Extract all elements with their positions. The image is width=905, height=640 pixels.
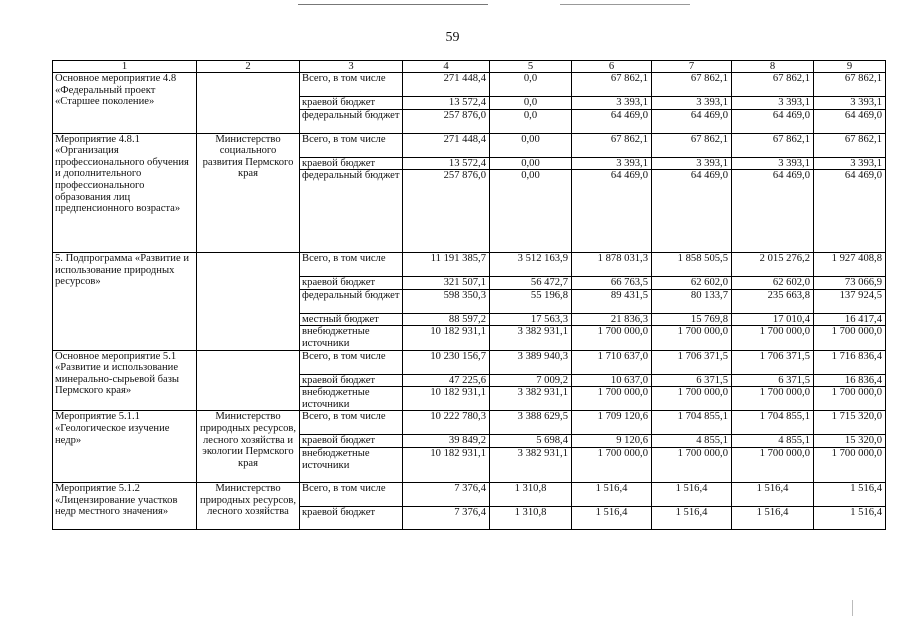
value-cell: 64 469,0 — [652, 170, 732, 253]
table-row — [53, 253, 886, 277]
value-cell: 13 572,4 — [403, 157, 490, 170]
table-row — [53, 411, 886, 435]
executor-cell: Министерство социального развития Пермского края — [197, 133, 300, 253]
value-cell: 1 709 120,6 — [572, 411, 652, 435]
value-cell: 0,0 — [490, 109, 572, 133]
value-cell: 1 700 000,0 — [652, 447, 732, 482]
source-cell: краевой бюджет — [300, 157, 403, 170]
value-cell: 21 836,3 — [572, 313, 652, 326]
top-scan-line — [298, 4, 488, 5]
value-cell: 257 876,0 — [403, 170, 490, 253]
value-cell: 10 182 931,1 — [403, 387, 490, 411]
source-cell: Всего, в том числе — [300, 73, 403, 97]
event-name-cell: Мероприятие 5.1.1 «Геологическое изучение недр» — [53, 411, 197, 483]
value-cell: 62 602,0 — [732, 277, 814, 290]
value-cell: 0,0 — [490, 97, 572, 110]
value-cell: 67 862,1 — [652, 73, 732, 97]
value-cell: 64 469,0 — [732, 170, 814, 253]
source-cell: Всего, в том числе — [300, 411, 403, 435]
value-cell: 47 225,6 — [403, 374, 490, 387]
value-cell: 3 393,1 — [572, 97, 652, 110]
value-cell: 13 572,4 — [403, 97, 490, 110]
value-cell: 3 393,1 — [814, 97, 886, 110]
value-cell: 321 507,1 — [403, 277, 490, 290]
value-cell: 0,00 — [490, 157, 572, 170]
value-cell: 3 389 940,3 — [490, 350, 572, 374]
value-cell: 0,0 — [490, 73, 572, 97]
value-cell: 1 704 855,1 — [652, 411, 732, 435]
value-cell: 10 230 156,7 — [403, 350, 490, 374]
value-cell: 67 862,1 — [732, 133, 814, 157]
table-row — [53, 133, 886, 157]
value-cell: 1 700 000,0 — [732, 326, 814, 350]
value-cell: 67 862,1 — [814, 73, 886, 97]
source-cell: федеральный бюджет — [300, 289, 403, 313]
value-cell: 39 849,2 — [403, 435, 490, 448]
executor-cell — [197, 350, 300, 411]
value-cell: 17 563,3 — [490, 313, 572, 326]
value-cell: 10 222 780,3 — [403, 411, 490, 435]
value-cell: 67 862,1 — [652, 133, 732, 157]
header-cell: 2 — [197, 61, 300, 73]
value-cell: 17 010,4 — [732, 313, 814, 326]
value-cell: 7 376,4 — [403, 482, 490, 506]
scan-mark — [852, 600, 855, 616]
value-cell: 5 698,4 — [490, 435, 572, 448]
value-cell: 67 862,1 — [572, 133, 652, 157]
value-cell: 1 700 000,0 — [732, 387, 814, 411]
value-cell: 235 663,8 — [732, 289, 814, 313]
header-cell: 4 — [403, 61, 490, 73]
value-cell: 0,00 — [490, 170, 572, 253]
value-cell: 3 393,1 — [732, 97, 814, 110]
value-cell: 64 469,0 — [572, 170, 652, 253]
value-cell: 598 350,3 — [403, 289, 490, 313]
table-row — [53, 73, 886, 97]
value-cell: 1 716 836,4 — [814, 350, 886, 374]
value-cell: 4 855,1 — [732, 435, 814, 448]
executor-cell: Министерство природных ресурсов, лесного хозяйства — [197, 482, 300, 529]
executor-cell: Министерство природных ресурсов, лесного хозяйства и экологии Пермского края — [197, 411, 300, 483]
value-cell: 64 469,0 — [652, 109, 732, 133]
source-cell: Всего, в том числе — [300, 482, 403, 506]
value-cell: 64 469,0 — [814, 170, 886, 253]
value-cell: 271 448,4 — [403, 73, 490, 97]
value-cell: 67 862,1 — [814, 133, 886, 157]
value-cell: 4 855,1 — [652, 435, 732, 448]
source-cell: краевой бюджет — [300, 374, 403, 387]
executor-cell — [197, 253, 300, 350]
source-cell: краевой бюджет — [300, 506, 403, 529]
value-cell: 3 393,1 — [732, 157, 814, 170]
source-cell: Всего, в том числе — [300, 133, 403, 157]
source-cell: краевой бюджет — [300, 435, 403, 448]
header-cell: 5 — [490, 61, 572, 73]
value-cell: 10 637,0 — [572, 374, 652, 387]
value-cell: 64 469,0 — [814, 109, 886, 133]
source-cell: внебюджетные источники — [300, 447, 403, 482]
value-cell: 67 862,1 — [572, 73, 652, 97]
top-scan-line — [560, 4, 690, 5]
value-cell: 1 700 000,0 — [732, 447, 814, 482]
event-name-cell: Основное мероприятие 4.8 «Федеральный проект «Старшее поколение» — [53, 73, 197, 134]
value-cell: 9 120,6 — [572, 435, 652, 448]
value-cell: 1 710 637,0 — [572, 350, 652, 374]
value-cell: 1 704 855,1 — [732, 411, 814, 435]
value-cell: 1 706 371,5 — [652, 350, 732, 374]
value-cell: 0,00 — [490, 133, 572, 157]
value-cell: 88 597,2 — [403, 313, 490, 326]
header-cell: 6 — [572, 61, 652, 73]
value-cell: 3 382 931,1 — [490, 387, 572, 411]
value-cell: 1 700 000,0 — [814, 387, 886, 411]
value-cell: 15 769,8 — [652, 313, 732, 326]
value-cell: 1 878 031,3 — [572, 253, 652, 277]
value-cell: 7 009,2 — [490, 374, 572, 387]
value-cell: 3 382 931,1 — [490, 326, 572, 350]
value-cell: 3 393,1 — [652, 97, 732, 110]
value-cell: 3 393,1 — [572, 157, 652, 170]
source-cell: Всего, в том числе — [300, 350, 403, 374]
value-cell: 1 516,4 — [732, 506, 814, 529]
source-cell: федеральный бюджет — [300, 170, 403, 253]
header-cell: 7 — [652, 61, 732, 73]
value-cell: 7 376,4 — [403, 506, 490, 529]
value-cell: 56 472,7 — [490, 277, 572, 290]
value-cell: 16 417,4 — [814, 313, 886, 326]
header-cell: 8 — [732, 61, 814, 73]
value-cell: 3 512 163,9 — [490, 253, 572, 277]
value-cell: 11 191 385,7 — [403, 253, 490, 277]
financing-table — [52, 60, 886, 530]
value-cell: 1 516,4 — [652, 482, 732, 506]
value-cell: 89 431,5 — [572, 289, 652, 313]
value-cell: 10 182 931,1 — [403, 326, 490, 350]
value-cell: 1 700 000,0 — [814, 447, 886, 482]
value-cell: 1 700 000,0 — [572, 387, 652, 411]
value-cell: 55 196,8 — [490, 289, 572, 313]
value-cell: 1 927 408,8 — [814, 253, 886, 277]
value-cell: 73 066,9 — [814, 277, 886, 290]
value-cell: 1 858 505,5 — [652, 253, 732, 277]
value-cell: 1 700 000,0 — [814, 326, 886, 350]
value-cell: 1 700 000,0 — [572, 447, 652, 482]
table-row — [53, 350, 886, 374]
value-cell: 1 700 000,0 — [572, 326, 652, 350]
value-cell: 6 371,5 — [652, 374, 732, 387]
value-cell: 1 700 000,0 — [652, 326, 732, 350]
value-cell: 1 516,4 — [572, 482, 652, 506]
event-name-cell: Мероприятие 4.8.1 «Организация профессионального обучения и дополнительного профессионального образования лиц предпенсионного возраста» — [53, 133, 197, 253]
header-cell: 9 — [814, 61, 886, 73]
source-cell: внебюджетные источники — [300, 326, 403, 350]
value-cell: 2 015 276,2 — [732, 253, 814, 277]
value-cell: 3 393,1 — [652, 157, 732, 170]
source-cell: краевой бюджет — [300, 97, 403, 110]
value-cell: 1 516,4 — [652, 506, 732, 529]
event-name-cell: Мероприятие 5.1.2 «Лицензирование участков недр местного значения» — [53, 482, 197, 529]
value-cell: 1 310,8 — [490, 506, 572, 529]
value-cell: 15 320,0 — [814, 435, 886, 448]
value-cell: 64 469,0 — [572, 109, 652, 133]
event-name-cell: 5. Подпрограмма «Развитие и использование природных ресурсов» — [53, 253, 197, 350]
value-cell: 16 836,4 — [814, 374, 886, 387]
value-cell: 67 862,1 — [732, 73, 814, 97]
value-cell: 80 133,7 — [652, 289, 732, 313]
value-cell: 1 516,4 — [572, 506, 652, 529]
value-cell: 64 469,0 — [732, 109, 814, 133]
value-cell: 1 516,4 — [814, 506, 886, 529]
value-cell: 3 388 629,5 — [490, 411, 572, 435]
value-cell: 1 516,4 — [814, 482, 886, 506]
value-cell: 1 310,8 — [490, 482, 572, 506]
event-name-cell: Основное мероприятие 5.1 «Развитие и использование минерально-сырьевой базы Пермского края» — [53, 350, 197, 411]
header-row — [53, 61, 886, 73]
source-cell: внебюджетные источники — [300, 387, 403, 411]
value-cell: 3 382 931,1 — [490, 447, 572, 482]
header-cell: 1 — [53, 61, 197, 73]
source-cell: местный бюджет — [300, 313, 403, 326]
value-cell: 1 706 371,5 — [732, 350, 814, 374]
value-cell: 271 448,4 — [403, 133, 490, 157]
page-number: 59 — [445, 30, 460, 45]
value-cell: 1 700 000,0 — [652, 387, 732, 411]
value-cell: 1 715 320,0 — [814, 411, 886, 435]
source-cell: Всего, в том числе — [300, 253, 403, 277]
table-row — [53, 482, 886, 506]
value-cell: 6 371,5 — [732, 374, 814, 387]
value-cell: 1 516,4 — [732, 482, 814, 506]
value-cell: 62 602,0 — [652, 277, 732, 290]
value-cell: 10 182 931,1 — [403, 447, 490, 482]
value-cell: 3 393,1 — [814, 157, 886, 170]
value-cell: 137 924,5 — [814, 289, 886, 313]
value-cell: 66 763,5 — [572, 277, 652, 290]
executor-cell — [197, 73, 300, 134]
source-cell: краевой бюджет — [300, 277, 403, 290]
source-cell: федеральный бюджет — [300, 109, 403, 133]
header-cell: 3 — [300, 61, 403, 73]
value-cell: 257 876,0 — [403, 109, 490, 133]
